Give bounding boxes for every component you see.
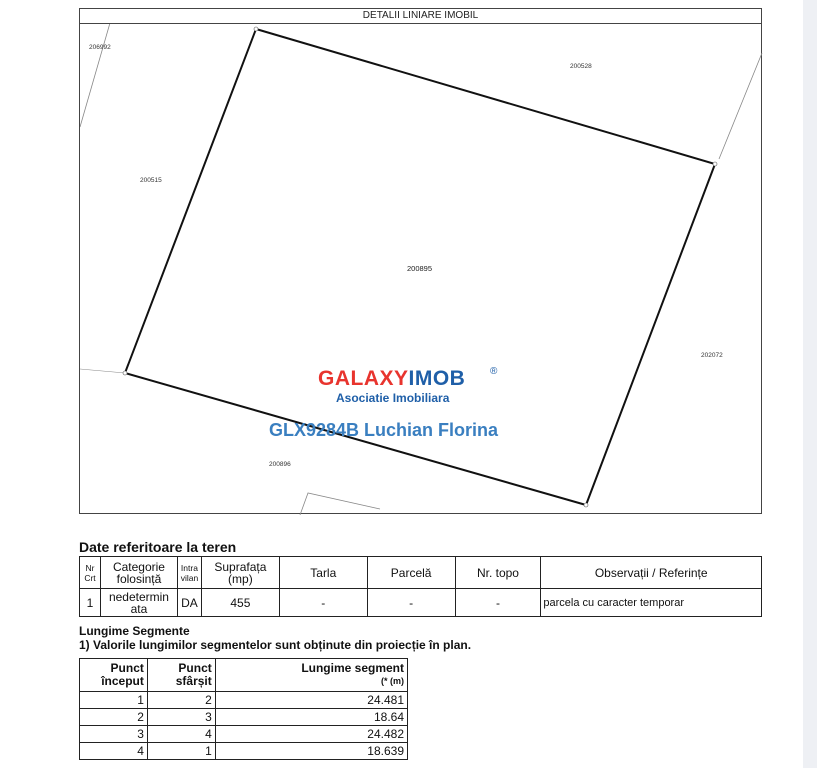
logo-text-red: GALAXY bbox=[318, 367, 409, 390]
col-punct-inceput: Punct început bbox=[80, 659, 148, 692]
cell-start: 3 bbox=[80, 726, 148, 743]
cell-start: 2 bbox=[80, 709, 148, 726]
cell-observatii: parcela cu caracter temporar bbox=[541, 589, 762, 617]
watermark-subtitle: Asociatie Imobiliara bbox=[336, 391, 450, 405]
cell-length: 18.639 bbox=[215, 743, 407, 760]
parcel-label-200515: 200515 bbox=[140, 177, 162, 184]
segmente-section bbox=[79, 624, 471, 652]
col-lungime-segment bbox=[215, 659, 407, 692]
cell-suprafata: 455 bbox=[201, 589, 279, 617]
segmente-title: Lungime Segmente bbox=[79, 624, 190, 638]
parcel-label-200896: 200896 bbox=[269, 461, 291, 468]
cell-start: 1 bbox=[80, 692, 148, 709]
col-intravilan: Intra vilan bbox=[177, 557, 201, 589]
col-parcela: Parcelă bbox=[367, 557, 455, 589]
vertex-2-marker bbox=[713, 162, 717, 166]
table-row bbox=[80, 589, 762, 617]
cell-nr-topo: - bbox=[455, 589, 541, 617]
col-categorie: Categorie folosință bbox=[100, 557, 177, 589]
cell-length: 18.64 bbox=[215, 709, 407, 726]
parcel-label-206992: 206992 bbox=[89, 44, 111, 51]
teren-header-row bbox=[80, 557, 762, 589]
lungime-header-unit: (* (m) bbox=[381, 676, 404, 686]
map-header: DETALII LINIARE IMOBIL bbox=[80, 9, 761, 24]
cell-end: 4 bbox=[147, 726, 215, 743]
teren-section-title: Date referitoare la teren bbox=[79, 539, 237, 555]
parcel-label-202072: 202072 bbox=[701, 352, 723, 359]
col-observatii: Observații / Referințe bbox=[541, 557, 762, 589]
parcel-label-200895: 200895 bbox=[407, 264, 433, 273]
cell-nr: 1 bbox=[80, 589, 101, 617]
vertex-1-marker bbox=[254, 27, 258, 31]
parcel-label-200528: 200528 bbox=[570, 63, 592, 70]
lungime-header-label: Lungime segment bbox=[301, 661, 404, 675]
cell-end: 2 bbox=[147, 692, 215, 709]
galaxyimob-logo bbox=[318, 367, 465, 391]
segmente-header-row bbox=[80, 659, 408, 692]
cell-tarla: - bbox=[279, 589, 367, 617]
cell-intravilan: DA bbox=[177, 589, 201, 617]
table-row bbox=[80, 726, 408, 743]
watermark-listing-code: GLX9284B Luchian Florina bbox=[269, 420, 499, 440]
cell-parcela: - bbox=[367, 589, 455, 617]
cell-end: 3 bbox=[147, 709, 215, 726]
table-row bbox=[80, 743, 408, 760]
vertex-4-marker bbox=[123, 371, 127, 375]
col-tarla: Tarla bbox=[279, 557, 367, 589]
col-nr-crt: Nr Crt bbox=[80, 557, 101, 589]
col-punct-sfarsit: Punct sfârșit bbox=[147, 659, 215, 692]
cell-length: 24.481 bbox=[215, 692, 407, 709]
cell-start: 4 bbox=[80, 743, 148, 760]
cell-end: 1 bbox=[147, 743, 215, 760]
col-suprafata: Suprafața (mp) bbox=[201, 557, 279, 589]
segmente-note: 1) Valorile lungimilor segmentelor sunt obținute din proiecție în plan. bbox=[79, 638, 472, 652]
vertex-3-marker bbox=[584, 503, 588, 507]
col-nr-topo: Nr. topo bbox=[455, 557, 541, 589]
logo-text-blue: IMOB bbox=[408, 367, 466, 390]
segmente-table bbox=[79, 658, 408, 760]
table-row bbox=[80, 692, 408, 709]
cell-length: 24.482 bbox=[215, 726, 407, 743]
teren-table bbox=[79, 556, 762, 617]
table-row bbox=[80, 709, 408, 726]
scrollbar-track[interactable] bbox=[803, 0, 817, 768]
registered-mark: ® bbox=[490, 366, 498, 377]
cell-categorie: nedetermin ata bbox=[100, 589, 177, 617]
